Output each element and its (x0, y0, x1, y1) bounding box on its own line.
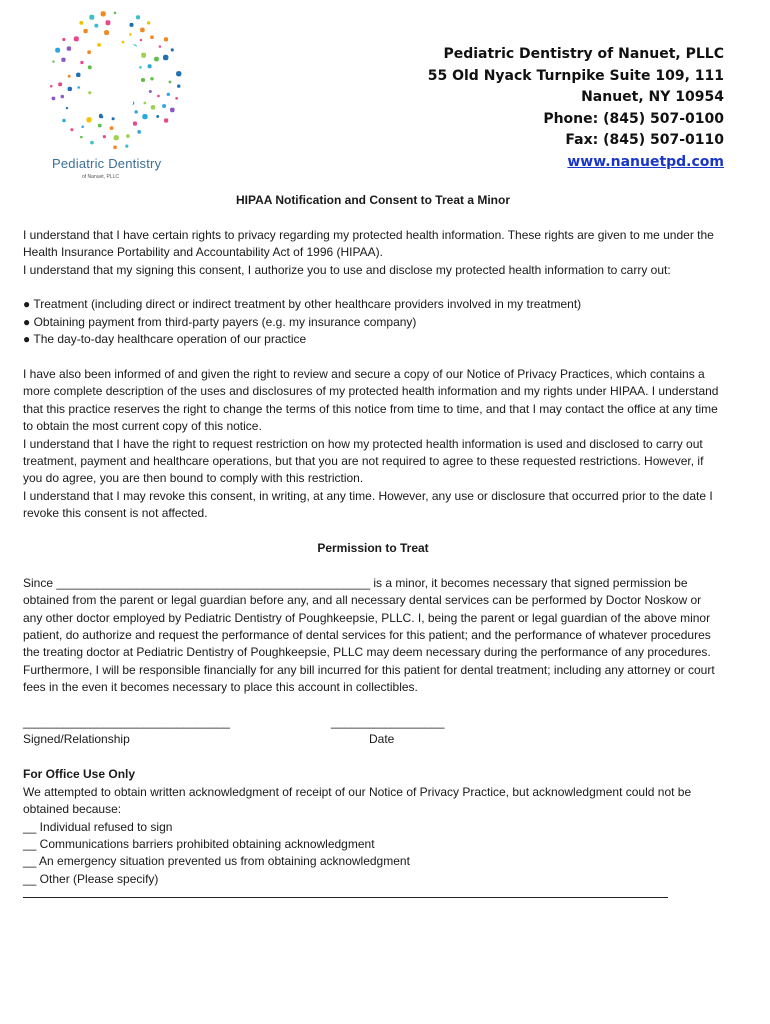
logo-dot (129, 33, 131, 35)
logo-dot (62, 38, 65, 41)
logo-dot (140, 28, 145, 33)
hipaa-para-revoke: I understand that I may revoke this consent, in writing, at any time. However, any use or disclosure that occurred prior to the date I revoke this consent is not affected. (23, 488, 713, 521)
date-label: Date (369, 732, 395, 747)
list-item: ● The day-to-day healthcare operation of our practice (23, 332, 307, 347)
logo-dot (87, 117, 92, 122)
logo-dot (70, 128, 73, 131)
permission-body: Since _______________________________________________ is a minor, it becomes necessary that signed permission be obtained from the parent or legal guardian before any, and all necessary dental services can be performed by Doctor Noskow or any other doctor employed by Pediatric Dentistry of Poughkeepsie, PLLC. I, being the parent or legal guardian of the above minor patient, do authorize and request the performance of dental services for this patient; and the performance of whatever procedures the treating doctor at Pediatric Dentistry of Poughkeepsie, PLLC may deem necessary during the performance of any procedures. Furthermore, I will be responsible financially for any bill incurred for this patient for dental treatment; including any attorney or court fees in the even it becomes necessary to place this account in collectibles. (23, 575, 715, 695)
logo-dot (55, 48, 60, 53)
logo-dot (94, 24, 98, 28)
logo-dot (83, 29, 87, 33)
hipaa-bullet-list (23, 296, 723, 348)
logo-dot (135, 110, 138, 113)
other-specify-line[interactable] (23, 888, 668, 898)
logo-dot (170, 108, 175, 113)
logo-dot (140, 39, 142, 41)
logo-dot (80, 136, 83, 139)
logo-subtitle: of Nanuet, PLLC (82, 174, 119, 180)
logo-dot (171, 48, 174, 51)
hipaa-para-notice: I have also been informed of and given the right to review and secure a copy of our Notice of Privacy Practices, which contains a more complete description of the uses and disclosures of my protected health information and my rights under HIPAA. I understand that this practice reserves the right to change the terms of this notice from time to time, and that I may contact the office at any time to obtain the most current copy of this notice. (23, 367, 719, 434)
logo-dot (144, 102, 147, 105)
logo-dot (149, 90, 152, 93)
list-item: ● Obtaining payment from third-party payers (e.g. my insurance company) (23, 314, 417, 329)
logo-dot (163, 55, 168, 60)
logo-dot (130, 23, 134, 27)
logo-dot (167, 93, 170, 96)
signature-label: Signed/Relationship (23, 732, 130, 747)
logo-dot (61, 58, 65, 62)
logo-dot (154, 57, 159, 62)
practice-logo (30, 8, 200, 183)
logo-dot (169, 81, 172, 84)
logo-dot (141, 78, 145, 82)
hipaa-para-rights: I understand that I have certain rights to privacy regarding my protected health information. These rights are given to me under the Health Insurance Portability and Accountability Act of 1996 (HIPAA). (23, 227, 714, 260)
logo-dot (157, 95, 160, 98)
logo-dot (176, 71, 181, 76)
city-state-zip: Nanuet, NY 10954 (581, 89, 724, 105)
practice-address (428, 44, 724, 173)
logo-dot (151, 105, 155, 109)
logo-dot (164, 37, 168, 41)
logo-dot (113, 146, 117, 150)
logo-dot (90, 141, 94, 145)
office-option-refused[interactable]: __ Individual refused to sign (23, 819, 173, 834)
fax-number: Fax: (845) 507-0110 (565, 132, 724, 148)
logo-dot (98, 124, 102, 128)
logo-dot (89, 15, 94, 20)
logo-dot (78, 86, 81, 89)
logo-dot (136, 15, 140, 19)
logo-dot (81, 126, 84, 129)
logo-dot (159, 45, 161, 47)
phone-number: Phone: (845) 507-0100 (543, 110, 724, 127)
logo-dot (150, 77, 153, 80)
logo-dot (175, 97, 178, 100)
consent-form-body (23, 192, 723, 898)
logo-dot (58, 82, 62, 86)
office-use-title: For Office Use Only (23, 767, 136, 782)
logo-dot (125, 145, 128, 148)
office-option-other[interactable]: __ Other (Please specify) (23, 871, 159, 886)
logo-dot (103, 135, 106, 138)
logo-dot (61, 95, 64, 98)
logo-dot (106, 20, 111, 25)
practice-name: Pediatric Dentistry of Nanuet, PLLC (443, 46, 724, 62)
logo-dot (88, 91, 91, 94)
logo-dot (101, 11, 106, 16)
logo-dot (114, 135, 119, 140)
logo-dot (150, 35, 154, 39)
office-option-barriers[interactable]: __ Communications barriers prohibited obtaining acknowledgment (23, 836, 375, 851)
logo-dot (79, 21, 83, 25)
list-item: ● Treatment (including direct or indirect treatment by other healthcare providers involved in my treatment) (23, 297, 582, 312)
tooth-logo-icon (30, 8, 200, 158)
date-field[interactable]: _________________ (331, 715, 445, 730)
logo-dot (68, 75, 71, 78)
logo-dot (142, 114, 147, 119)
logo-dot (141, 53, 146, 58)
signature-row (23, 714, 723, 749)
logo-dot (88, 65, 92, 69)
logo-dot (97, 43, 101, 47)
logo-dot (67, 46, 71, 50)
logo-dot (137, 130, 141, 134)
logo-dot (62, 119, 65, 122)
logo-dot (133, 122, 137, 126)
logo-dot (114, 12, 117, 15)
logo-dot (164, 118, 168, 122)
logo-dot (147, 21, 150, 24)
logo-dot (104, 30, 109, 35)
logo-dot (80, 61, 83, 64)
logo-dot (110, 126, 114, 130)
logo-dot (52, 61, 54, 63)
logo-dot (148, 64, 152, 68)
website-link[interactable]: www.nanuetpd.com (567, 153, 724, 170)
logo-dot (162, 104, 166, 108)
permission-title: Permission to Treat (317, 541, 429, 556)
logo-name: Pediatric Dentistry (52, 156, 162, 171)
logo-dot (87, 50, 91, 54)
logo-dot (66, 107, 68, 109)
street-address: 55 Old Nyack Turnpike Suite 109, 111 (427, 67, 724, 84)
logo-dot (112, 117, 115, 120)
logo-dot (76, 73, 80, 77)
hipaa-para-authorize: I understand that my signing this consent, I authorize you to use and disclose my protected health information to carry out: (23, 262, 671, 277)
hipaa-para-restriction: I understand that I have the right to request restriction on how my protected health information is used and disclosed to carry out treatment, payment and healthcare operations, but that you are not required to agree to these requested restrictions. However, if you do agree, you are then bound to comply with this restriction. (23, 436, 704, 486)
logo-dot (74, 36, 79, 41)
logo-dot (52, 97, 56, 101)
office-use-intro: We attempted to obtain written acknowledgment of receipt of our Notice of Privacy Practice, but acknowledgment could not be obtained because: (23, 784, 692, 817)
logo-dot (122, 41, 125, 44)
hipaa-title: HIPAA Notification and Consent to Treat a Minor (235, 193, 510, 207)
logo-dot (50, 85, 53, 88)
logo-dot (126, 134, 130, 138)
signature-field[interactable]: _______________________________ (23, 715, 230, 730)
office-option-emergency[interactable]: __ An emergency situation prevented us from obtaining acknowledgment (23, 854, 410, 869)
logo-dot (156, 115, 159, 118)
logo-dot (68, 87, 72, 91)
logo-dot (177, 85, 180, 88)
